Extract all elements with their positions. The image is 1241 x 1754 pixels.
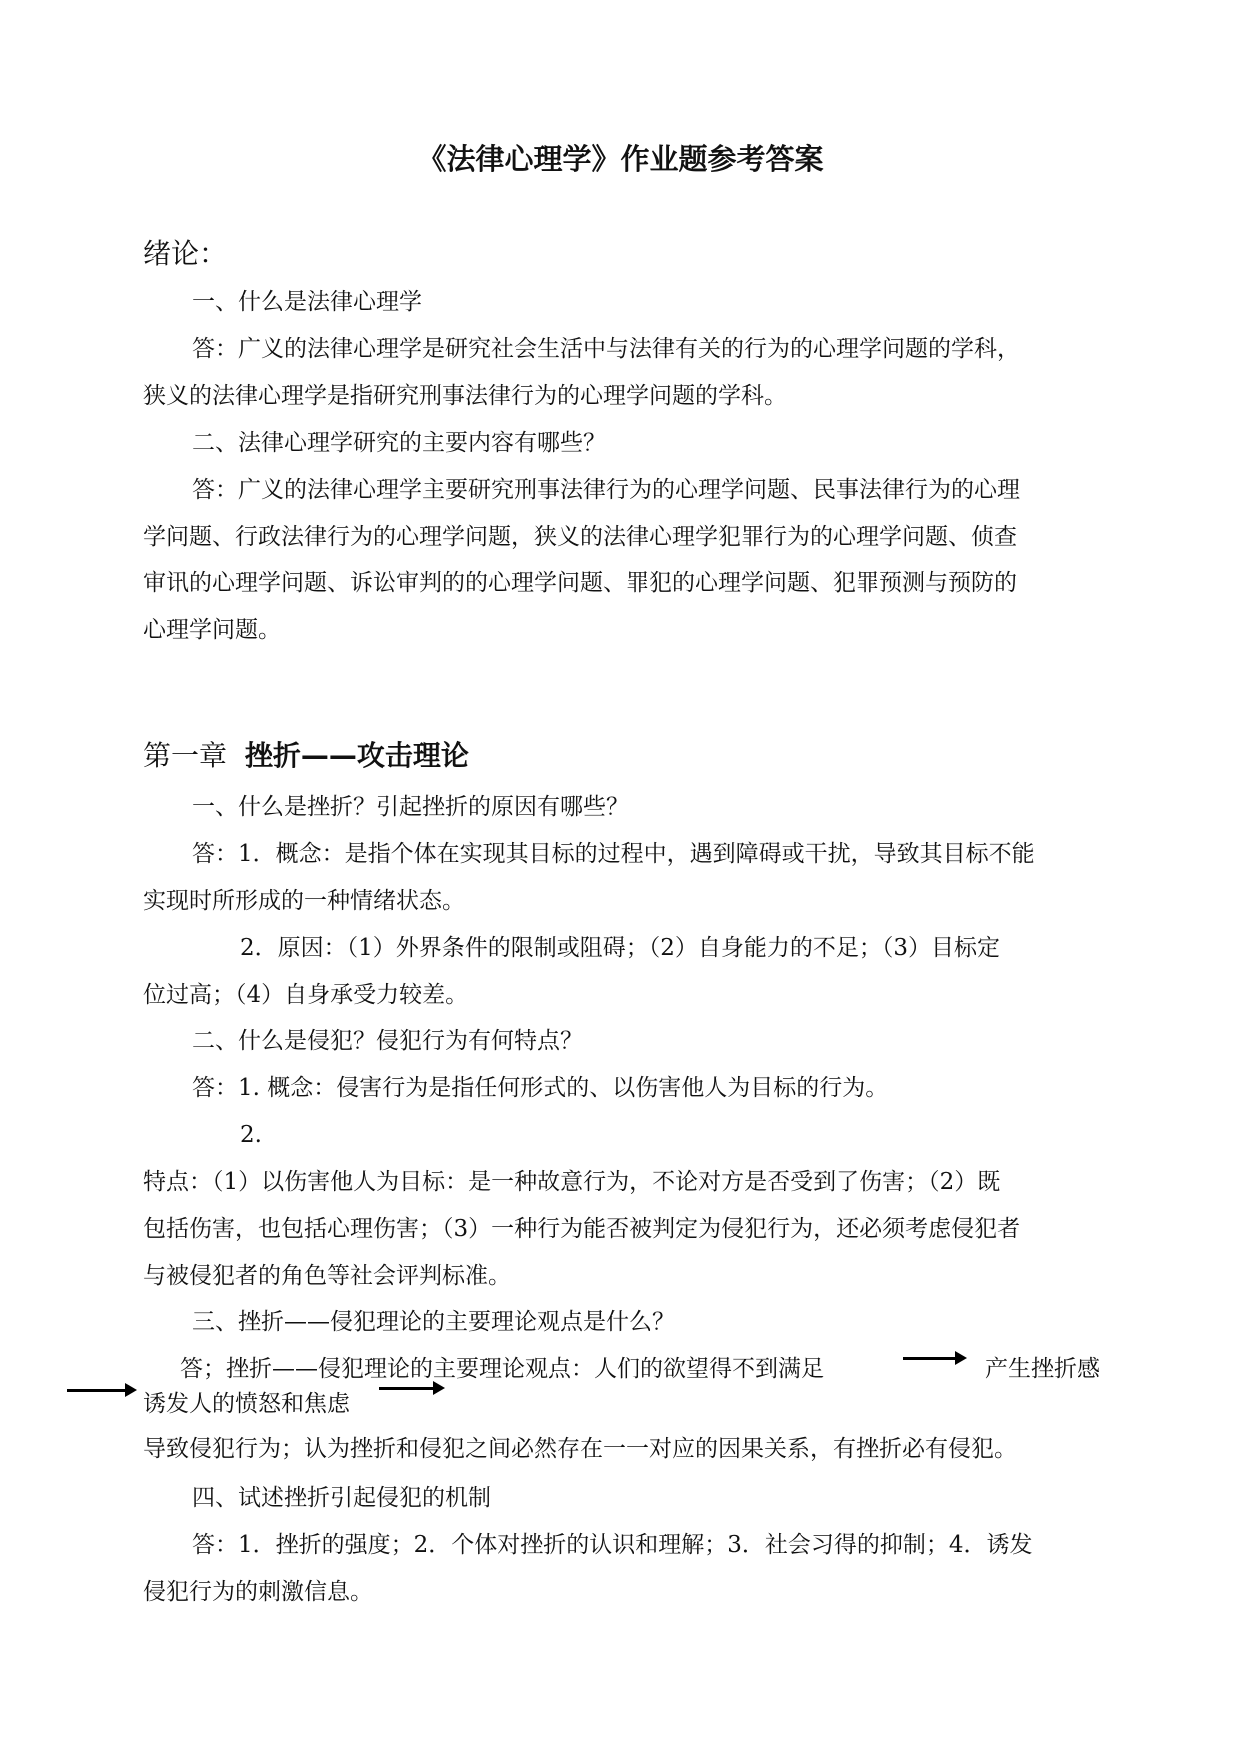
chapter-1-answer-3-line-2: 诱发人的愤怒和焦虑	[143, 1391, 350, 1417]
chapter-1-answer-2-line-5: 与被侵犯者的角色等社会评判标准。	[143, 1263, 511, 1289]
chapter-1-number: 第一章	[143, 739, 228, 772]
intro-answer-2-line-4: 心理学问题。	[143, 617, 281, 643]
chapter-1-answer-2-line-2: 2.	[240, 1122, 262, 1148]
chapter-1-question-3: 三、挫折——侵犯理论的主要理论观点是什么？	[192, 1309, 675, 1335]
chapter-1-answer-3-line-3: 导致侵犯行为；认为挫折和侵犯之间必然存在一一对应的因果关系，有挫折必有侵犯。	[143, 1436, 1017, 1462]
intro-answer-1-line-1: 答：广义的法律心理学是研究社会生活中与法律有关的行为的心理学问题的学科，	[192, 336, 1020, 362]
right-arrow-icon	[379, 1387, 436, 1390]
chapter-1-heading	[143, 740, 469, 772]
chapter-1-answer-2-line-1: 答：1. 概念：侵害行为是指任何形式的、以伤害他人为目标的行为。	[192, 1075, 889, 1101]
intro-question-2: 二、法律心理学研究的主要内容有哪些？	[192, 430, 606, 456]
chapter-1-title: 挫折——攻击理论	[244, 739, 469, 772]
chapter-1-answer-2-line-4: 包括伤害，也包括心理伤害；（3）一种行为能否被判定为侵犯行为，还必须考虑侵犯者	[143, 1216, 1021, 1242]
chapter-1-answer-4-line-2: 侵犯行为的刺激信息。	[143, 1579, 373, 1605]
intro-answer-2-line-3: 审讯的心理学问题、诉讼审判的的心理学问题、罪犯的心理学问题、犯罪预测与预防的	[143, 570, 1017, 596]
intro-answer-2-line-1: 答：广义的法律心理学主要研究刑事法律行为的心理学问题、民事法律行为的心理	[192, 477, 1020, 503]
intro-answer-2-line-2: 学问题、行政法律行为的心理学问题，狭义的法律心理学犯罪行为的心理学问题、侦查	[143, 524, 1017, 550]
right-arrow-icon	[903, 1357, 958, 1360]
intro-answer-1-line-2: 狭义的法律心理学是指研究刑事法律行为的心理学问题的学科。	[143, 383, 787, 409]
chapter-1-answer-1-line-2: 实现时所形成的一种情绪状态。	[143, 888, 465, 914]
chapter-1-answer-2-line-3: 特点：（1）以伤害他人为目标：是一种故意行为，不论对方是否受到了伤害；（2）既	[143, 1169, 1001, 1195]
intro-question-1: 一、什么是法律心理学	[192, 289, 422, 315]
chapter-1-answer-1-line-3: 2．原因：（1）外界条件的限制或阻碍；（2）自身能力的不足；（3）目标定	[240, 935, 1001, 961]
chapter-1-answer-4-line-1: 答：1．挫折的强度；2．个体对挫折的认识和理解；3．社会习得的抑制；4．诱发	[192, 1532, 1033, 1558]
chapter-1-answer-1-line-1: 答：1．概念：是指个体在实现其目标的过程中，遇到障碍或干扰，导致其目标不能	[192, 841, 1035, 867]
intro-heading: 绪论：	[143, 237, 228, 270]
chapter-1-question-2: 二、什么是侵犯？侵犯行为有何特点？	[192, 1028, 583, 1054]
document-title: 《法律心理学》作业题参考答案	[417, 142, 824, 176]
chapter-1-question-4: 四、试述挫折引起侵犯的机制	[192, 1485, 491, 1511]
chapter-1-answer-1-line-4: 位过高；（4）自身承受力较差。	[143, 982, 469, 1008]
chapter-1-question-1: 一、什么是挫折？引起挫折的原因有哪些？	[192, 794, 629, 820]
right-arrow-icon	[67, 1389, 128, 1392]
chapter-1-answer-3-line-1: 答；挫折——侵犯理论的主要理论观点：人们的欲望得不到满足	[180, 1356, 824, 1382]
chapter-1-answer-3-line-1-right: 产生挫折感	[985, 1356, 1100, 1382]
